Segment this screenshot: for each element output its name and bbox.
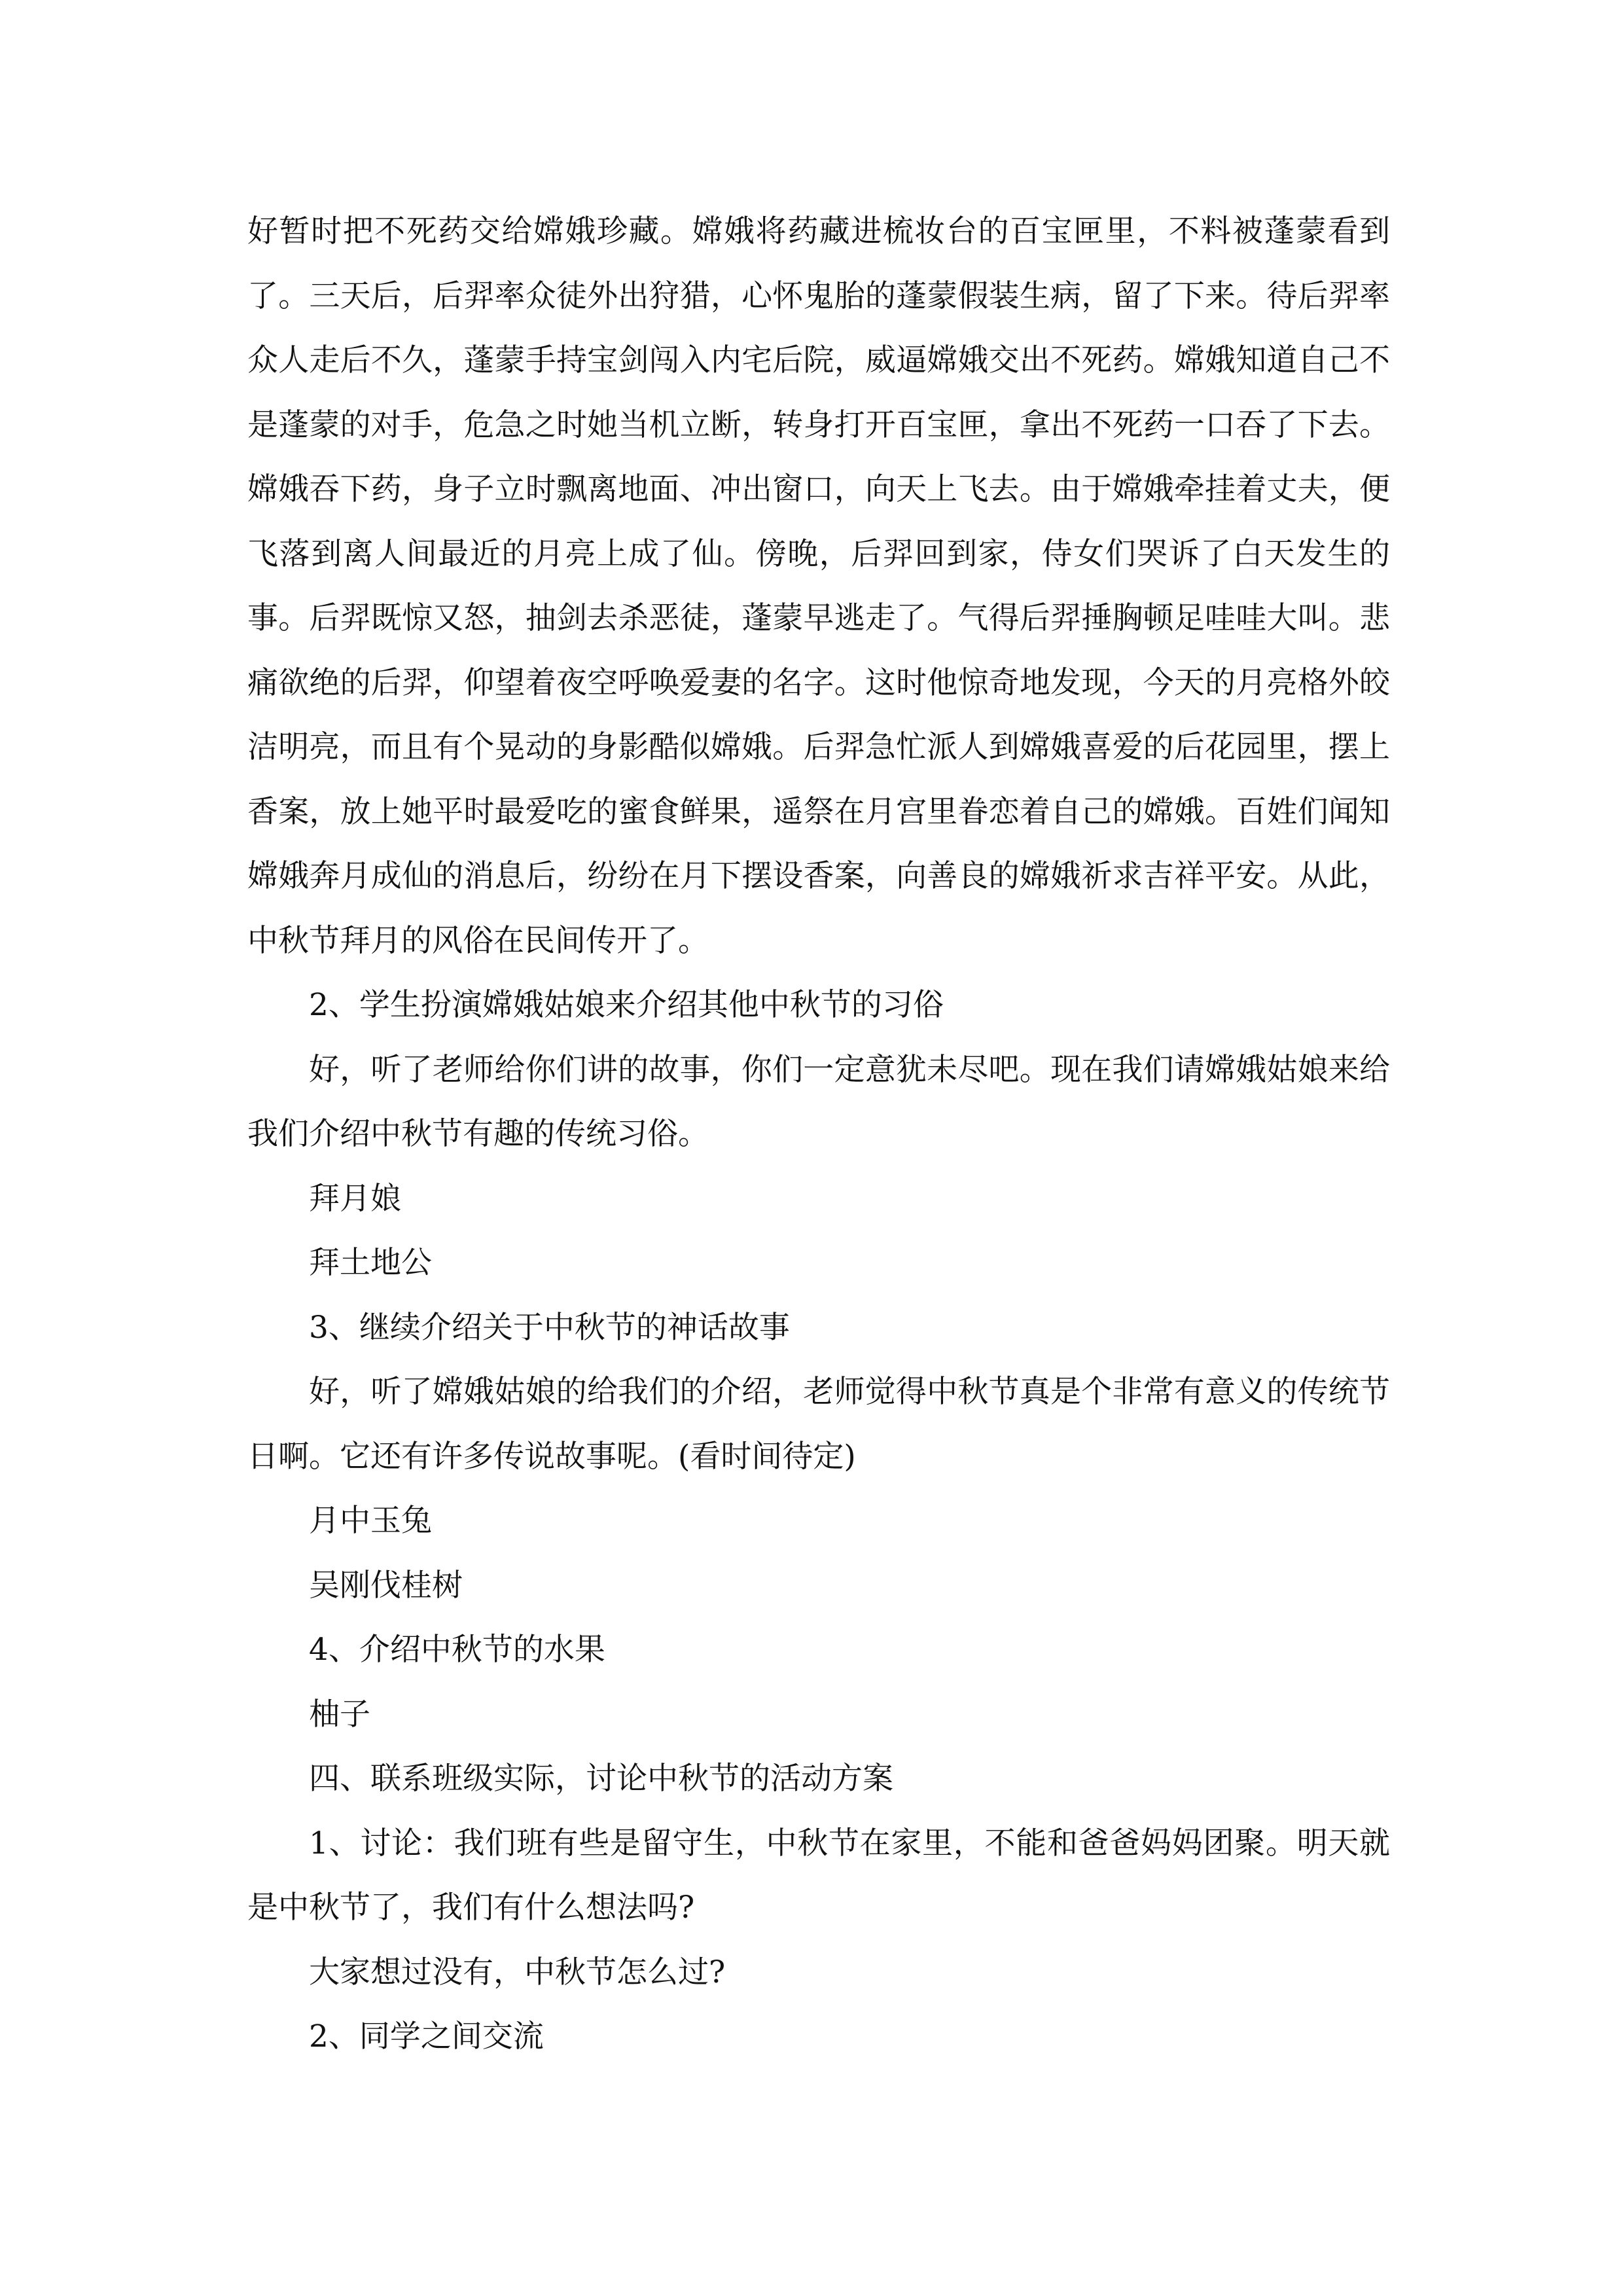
section-heading-part-four: 四、联系班级实际，讨论中秋节的活动方案 [309, 1761, 893, 1797]
section-heading-myths: 3、继续介绍关于中秋节的神话故事 [309, 1309, 790, 1346]
paragraph-question: 大家想过没有，中秋节怎么过? [309, 1954, 726, 1990]
section-heading-student-roleplay: 2、学生扮演嫦娥姑娘来介绍其他中秋节的习俗 [309, 987, 944, 1023]
list-item-pomelo: 柚子 [309, 1696, 370, 1732]
story-paragraph: 好暂时把不死药交给嫦娥珍藏。嫦娥将药藏进梳妆台的百宝匣里，不料被蓬蒙看到了。三天后，后羿率众徒外出狩猎，心怀鬼胎的蓬蒙假装生病，留了下来。待后羿率众人走后不久，蓬蒙手持宝剑闯入内宅后院，威逼嫦娥交出不死药。嫦娥知道自己不是蓬蒙的对手，危急之时她当机立断，转身打开百宝匣，拿出不死药一口吞了下去。嫦娥吞下药，身子立时飘离地面、冲出窗口，向天上飞去。由于嫦娥牵挂着丈夫，便飞落到离人间最近的月亮上成了仙。傍晚，后羿回到家，侍女们哭诉了白天发生的事。后羿既惊又怒，抽剑去杀恶徒，蓬蒙早逃走了。气得后羿捶胸顿足哇哇大叫。悲痛欲绝的后羿，仰望着夜空呼唤爱妻的名字。这时他惊奇地发现，今天的月亮格外皎洁明亮，而且有个晃动的身影酷似嫦娥。后羿急忙派人到嫦娥喜爱的后花园里，摆上香案，放上她平时最爱吃的蜜食鲜果，遥祭在月宫里眷恋着自己的嫦娥。百姓们闻知嫦娥奔月成仙的消息后，纷纷在月下摆设香案，向善良的嫦娥祈求吉祥平安。从此，中秋节拜月的风俗在民间传开了。 [247, 213, 1390, 959]
document-body [247, 200, 1390, 2070]
list-item-jade-rabbit: 月中玉兔 [309, 1503, 432, 1539]
paragraph-myths-intro: 好，听了嫦娥姑娘的给我们的介绍，老师觉得中秋节真是个非常有意义的传统节日啊。它还有许多传说故事呢。(看时间待定) [247, 1374, 1390, 1475]
list-item-wu-gang: 吴刚伐桂树 [309, 1567, 463, 1604]
section-heading-fruits: 4、介绍中秋节的水果 [309, 1632, 605, 1668]
section-heading-exchange: 2、同学之间交流 [309, 2018, 544, 2054]
paragraph-discussion: 1、讨论：我们班有些是留守生，中秋节在家里，不能和爸爸妈妈团聚。明天就是中秋节了，我们有什么想法吗? [247, 1825, 1390, 1926]
list-item-bai-yue-niang: 拜月娘 [309, 1180, 401, 1217]
paragraph-customs-intro: 好，听了老师给你们讲的故事，你们一定意犹未尽吧。现在我们请嫦娥姑娘来给我们介绍中秋节有趣的传统习俗。 [247, 1051, 1390, 1152]
list-item-bai-tu-di-gong: 拜土地公 [309, 1245, 432, 1281]
